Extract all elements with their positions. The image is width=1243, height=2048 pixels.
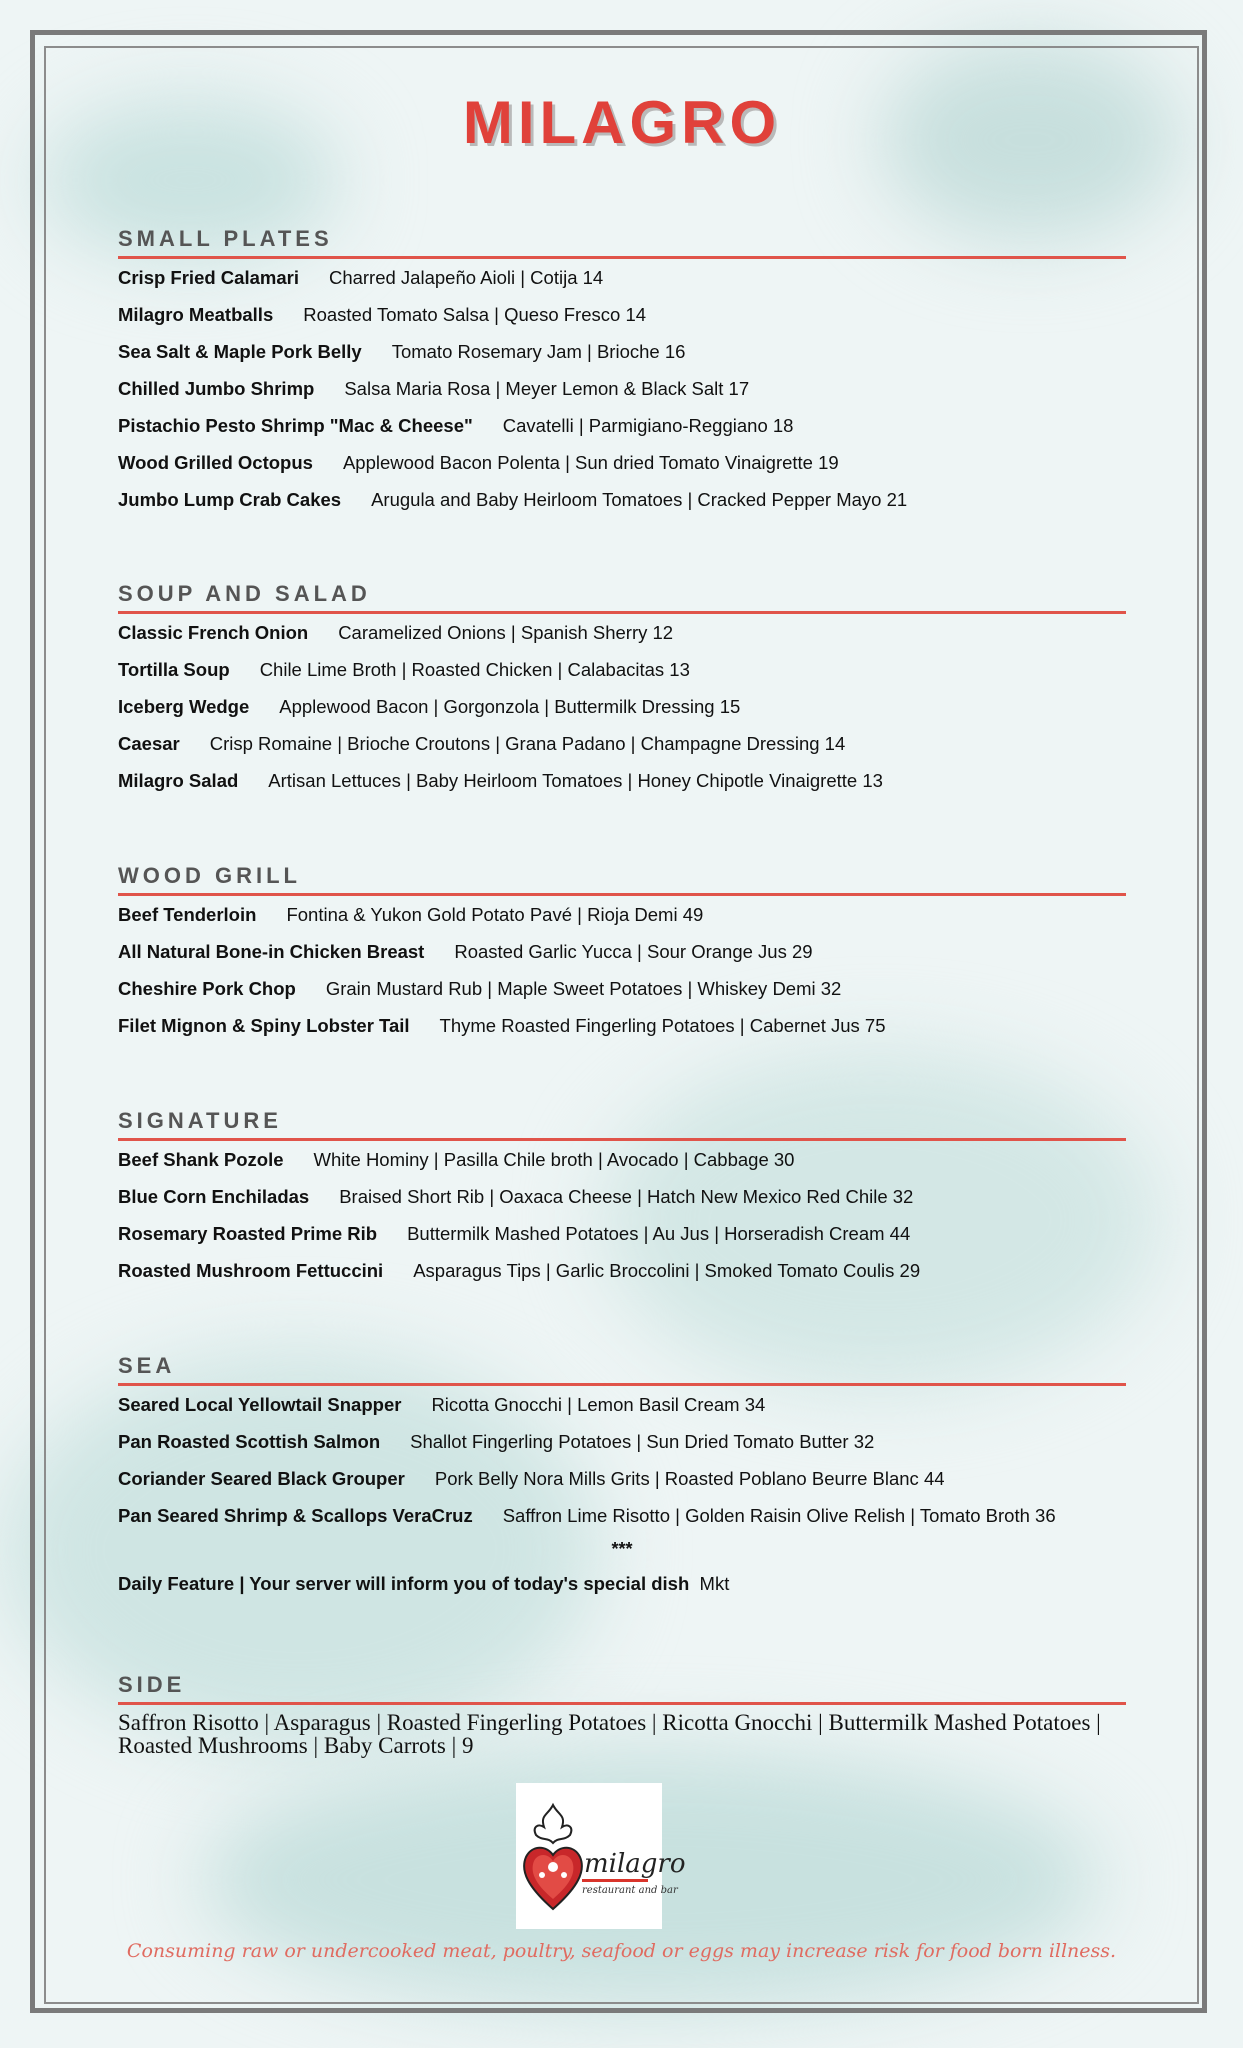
- menu-item: [118, 970, 1126, 1007]
- item-name: Milagro Meatballs: [118, 304, 274, 325]
- item-description: Roasted Tomato Salsa | Queso Fresco 14: [303, 304, 647, 325]
- item-name: Coriander Seared Black Grouper: [118, 1468, 405, 1489]
- restaurant-title: MILAGRO: [462, 89, 782, 156]
- section-heading: SMALL PLATES: [118, 226, 1126, 259]
- item-name: Pistachio Pesto Shrimp "Mac & Cheese": [118, 415, 473, 436]
- menu-item: [118, 1386, 1126, 1423]
- item-description: Roasted Garlic Yucca | Sour Orange Jus 29: [454, 941, 813, 962]
- menu-item: [118, 651, 1126, 688]
- item-description: Applewood Bacon Polenta | Sun dried Tomato Vinaigrette 19: [342, 452, 839, 473]
- divider-asterisks: ***: [611, 1539, 633, 1559]
- item-description: Braised Short Rib | Oaxaca Cheese | Hatch New Mexico Red Chile 32: [339, 1186, 914, 1207]
- item-description: Crisp Romaine | Brioche Croutons | Grana Padano | Champagne Dressing 14: [209, 733, 846, 754]
- menu-item: [118, 896, 1126, 933]
- item-description: Thyme Roasted Fingerling Potatoes | Cabernet Jus 75: [439, 1015, 886, 1036]
- daily-feature-label: Daily Feature | Your server will inform you of today's special dish: [118, 1573, 690, 1594]
- item-name: All Natural Bone-in Chicken Breast: [118, 941, 425, 962]
- item-name: Filet Mignon & Spiny Lobster Tail: [118, 1015, 410, 1036]
- item-description: Artisan Lettuces | Baby Heirloom Tomatoes | Honey Chipotle Vinaigrette 13: [268, 770, 883, 791]
- item-name: Iceberg Wedge: [118, 696, 250, 717]
- menu-item: [118, 762, 1126, 799]
- item-name: Blue Corn Enchiladas: [118, 1186, 310, 1207]
- item-description: Buttermilk Mashed Potatoes | Au Jus | Horseradish Cream 44: [407, 1223, 911, 1244]
- menu-item: [118, 444, 1126, 481]
- section-heading: WOOD GRILL: [118, 863, 1126, 896]
- item-name: Chilled Jumbo Shrimp: [118, 378, 315, 399]
- menu-item: [118, 1141, 1126, 1178]
- menu-item: [118, 1215, 1126, 1252]
- section-side: [118, 1672, 1126, 1757]
- sacred-heart-icon: [518, 1797, 588, 1917]
- section-sea: [118, 1353, 1126, 1604]
- item-description: Salsa Maria Rosa | Meyer Lemon & Black Salt 17: [344, 378, 750, 399]
- menu-item: [118, 1423, 1126, 1460]
- item-name: Seared Local Yellowtail Snapper: [118, 1394, 402, 1415]
- item-name: Classic French Onion: [118, 622, 309, 643]
- logo-wordmark: milagro: [584, 1849, 686, 1879]
- menu-item: [118, 296, 1126, 333]
- item-name: Beef Tenderloin: [118, 904, 257, 925]
- item-description: Saffron Lime Risotto | Golden Raisin Olive Relish | Tomato Broth 36: [502, 1505, 1056, 1526]
- menu-item: [118, 370, 1126, 407]
- item-name: Wood Grilled Octopus: [118, 452, 313, 473]
- section-small-plates: [118, 226, 1126, 518]
- food-safety-disclaimer: Consuming raw or undercooked meat, poultry, seafood or eggs may increase risk for food born illness.: [126, 1940, 1117, 1962]
- item-name: Beef Shank Pozole: [118, 1149, 284, 1170]
- menu-item: [118, 407, 1126, 444]
- item-description: White Hominy | Pasilla Chile broth | Avocado | Cabbage 30: [313, 1149, 795, 1170]
- logo-underline: [582, 1879, 648, 1882]
- item-name: Milagro Salad: [118, 770, 239, 791]
- item-description: Caramelized Onions | Spanish Sherry 12: [338, 622, 674, 643]
- item-description: Ricotta Gnocchi | Lemon Basil Cream 34: [431, 1394, 766, 1415]
- item-description: Tomato Rosemary Jam | Brioche 16: [391, 341, 686, 362]
- daily-feature-price: Mkt: [699, 1573, 730, 1594]
- section-heading: SOUP AND SALAD: [118, 581, 1126, 614]
- menu-item: [118, 333, 1126, 370]
- item-name: Pan Roasted Scottish Salmon: [118, 1431, 381, 1452]
- item-description: Applewood Bacon | Gorgonzola | Buttermilk Dressing 15: [279, 696, 741, 717]
- logo-tagline: restaurant and bar: [582, 1885, 678, 1896]
- menu-item: [118, 1460, 1126, 1497]
- section-heading: SIGNATURE: [118, 1108, 1126, 1141]
- item-name: Rosemary Roasted Prime Rib: [118, 1223, 378, 1244]
- menu-item: [118, 1007, 1126, 1044]
- section-heading: SEA: [118, 1353, 1126, 1386]
- item-name: Crisp Fried Calamari: [118, 267, 299, 288]
- menu-item: [118, 688, 1126, 725]
- item-name: Caesar: [118, 733, 180, 754]
- sides-list: Saffron Risotto | Asparagus | Roasted Fingerling Potatoes | Ricotta Gnocchi | Buttermilk Mashed Potatoes | Roasted Mushrooms | Baby Carrots | 9: [118, 1710, 1101, 1758]
- item-name: Tortilla Soup: [118, 659, 230, 680]
- item-name: Pan Seared Shrimp & Scallops VeraCruz: [118, 1505, 473, 1526]
- item-description: Grain Mustard Rub | Maple Sweet Potatoes | Whiskey Demi 32: [325, 978, 842, 999]
- item-description: Pork Belly Nora Mills Grits | Roasted Poblano Beurre Blanc 44: [434, 1468, 945, 1489]
- menu-item: [118, 1497, 1126, 1534]
- item-description: Fontina & Yukon Gold Potato Pavé | Rioja Demi 49: [286, 904, 704, 925]
- item-name: Roasted Mushroom Fettuccini: [118, 1260, 384, 1281]
- section-signature: [118, 1108, 1126, 1289]
- item-name: Jumbo Lump Crab Cakes: [118, 489, 342, 510]
- menu-item: [118, 481, 1126, 518]
- item-description: Shallot Fingerling Potatoes | Sun Dried Tomato Butter 32: [410, 1431, 875, 1452]
- menu-item: [118, 1178, 1126, 1215]
- item-description: Asparagus Tips | Garlic Broccolini | Smoked Tomato Coulis 29: [413, 1260, 921, 1281]
- section-heading: SIDE: [118, 1672, 1126, 1705]
- item-description: Cavatelli | Parmigiano-Reggiano 18: [502, 415, 794, 436]
- item-name: Sea Salt & Maple Pork Belly: [118, 341, 362, 362]
- section-soup-and-salad: [118, 581, 1126, 799]
- item-description: Chile Lime Broth | Roasted Chicken | Calabacitas 13: [259, 659, 690, 680]
- menu-item: [118, 259, 1126, 296]
- menu-item: [118, 1252, 1126, 1289]
- menu-item: [118, 933, 1126, 970]
- item-name: Cheshire Pork Chop: [118, 978, 296, 999]
- item-description: Charred Jalapeño Aioli | Cotija 14: [328, 267, 604, 288]
- section-wood-grill: [118, 863, 1126, 1044]
- milagro-logo: [516, 1783, 686, 1929]
- item-description: Arugula and Baby Heirloom Tomatoes | Cracked Pepper Mayo 21: [371, 489, 908, 510]
- menu-item: [118, 614, 1126, 651]
- menu-item: [118, 725, 1126, 762]
- daily-feature: [118, 1564, 1126, 1604]
